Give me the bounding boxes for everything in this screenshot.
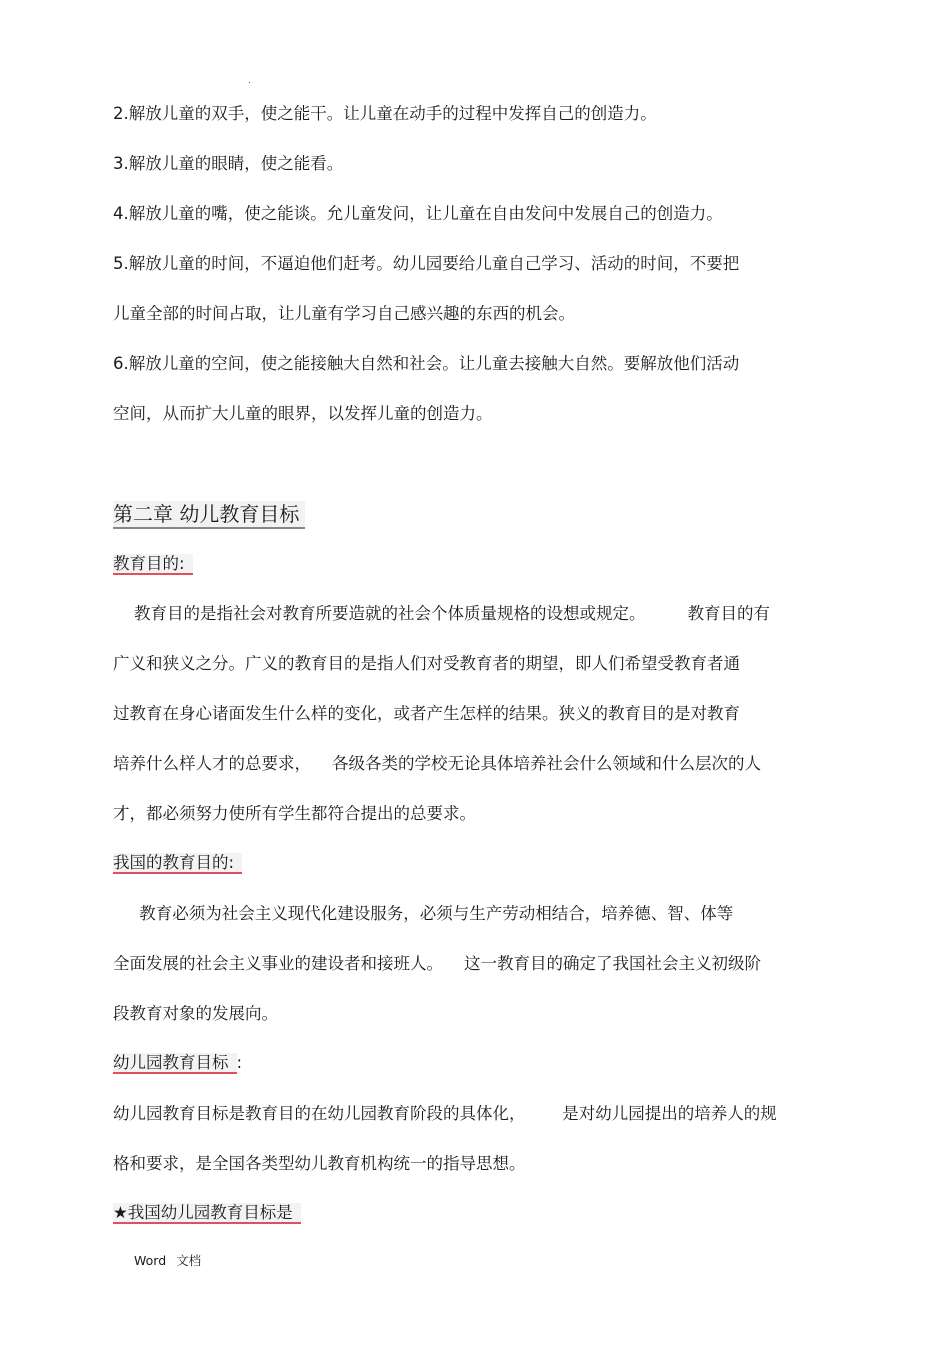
- section-title-text: ★我国幼儿园教育目标是: [113, 1203, 301, 1224]
- paragraph-line: 教育目的是指社会对教育所要造就的社会个体质量规格的设想或规定。 教育目的有: [113, 604, 770, 623]
- section-title-text: 我国的教育目的:: [113, 853, 242, 874]
- paragraph-line: 培养什么样人才的总要求， 各级各类的学校无论具体培养社会什么领域和什么层次的人: [113, 754, 761, 773]
- paragraph-line: 教育必须为社会主义现代化建设服务，必须与生产劳动相结合，培养德、智、体等: [113, 904, 734, 923]
- page-footer: [134, 1251, 201, 1269]
- footer-word: Word: [134, 1253, 167, 1268]
- paragraph-line: 幼儿园教育目标是教育目的在幼儿园教育阶段的具体化， 是对幼儿园提出的培养人的规: [113, 1104, 777, 1123]
- list-item-5-line2: 儿童全部的时间占取，让儿童有学习自己感兴趣的东西的机会。: [113, 304, 575, 323]
- top-dot: .: [248, 76, 251, 86]
- list-item-3: 3.解放儿童的眼睛，使之能看。: [113, 154, 344, 173]
- list-item-6-line1: 6.解放儿童的空间，使之能接触大自然和社会。让儿童去接触大自然。要解放他们活动: [113, 354, 740, 373]
- chapter-title: 第二章 幼儿教育目标: [113, 501, 305, 529]
- paragraph-line: 段教育对象的发展向。: [113, 1004, 278, 1023]
- section-title-text: 幼儿园教育目标: [113, 1053, 237, 1074]
- paragraph-line: 广义和狭义之分。广义的教育目的是指人们对受教育者的期望，即人们希望受教育者通: [113, 654, 740, 673]
- section-title-kindergarten-goal: [113, 1053, 242, 1073]
- section-title-education-purpose: [113, 554, 193, 574]
- paragraph-line: 才，都必须努力使所有学生都符合提出的总要求。: [113, 804, 476, 823]
- list-item-2: 2.解放儿童的双手，使之能干。让儿童在动手的过程中发挥自己的创造力。: [113, 104, 657, 123]
- paragraph-line: 过教育在身心诸面发生什么样的变化，或者产生怎样的结果。狭义的教育目的是对教育: [113, 704, 740, 723]
- section-title-national-purpose: [113, 853, 242, 873]
- section-title-suffix: :: [236, 1053, 243, 1072]
- paragraph-line: 格和要求，是全国各类型幼儿教育机构统一的指导思想。: [113, 1154, 526, 1173]
- list-item-4: 4.解放儿童的嘴，使之能谈。允儿童发问，让儿童在自由发问中发展自己的创造力。: [113, 204, 723, 223]
- section-title-text: 教育目的:: [113, 554, 193, 575]
- paragraph-line: 全面发展的社会主义事业的建设者和接班人。 这一教育目的确定了我国社会主义初级阶: [113, 954, 761, 973]
- list-item-6-line2: 空间，从而扩大儿童的眼界，以发挥儿童的创造力。: [113, 404, 493, 423]
- section-title-national-kindergarten-goal: [113, 1203, 301, 1223]
- footer-doc: 文档: [176, 1253, 202, 1268]
- list-item-5-line1: 5.解放儿童的时间，不逼迫他们赶考。幼儿园要给儿童自己学习、活动的时间，不要把: [113, 254, 740, 273]
